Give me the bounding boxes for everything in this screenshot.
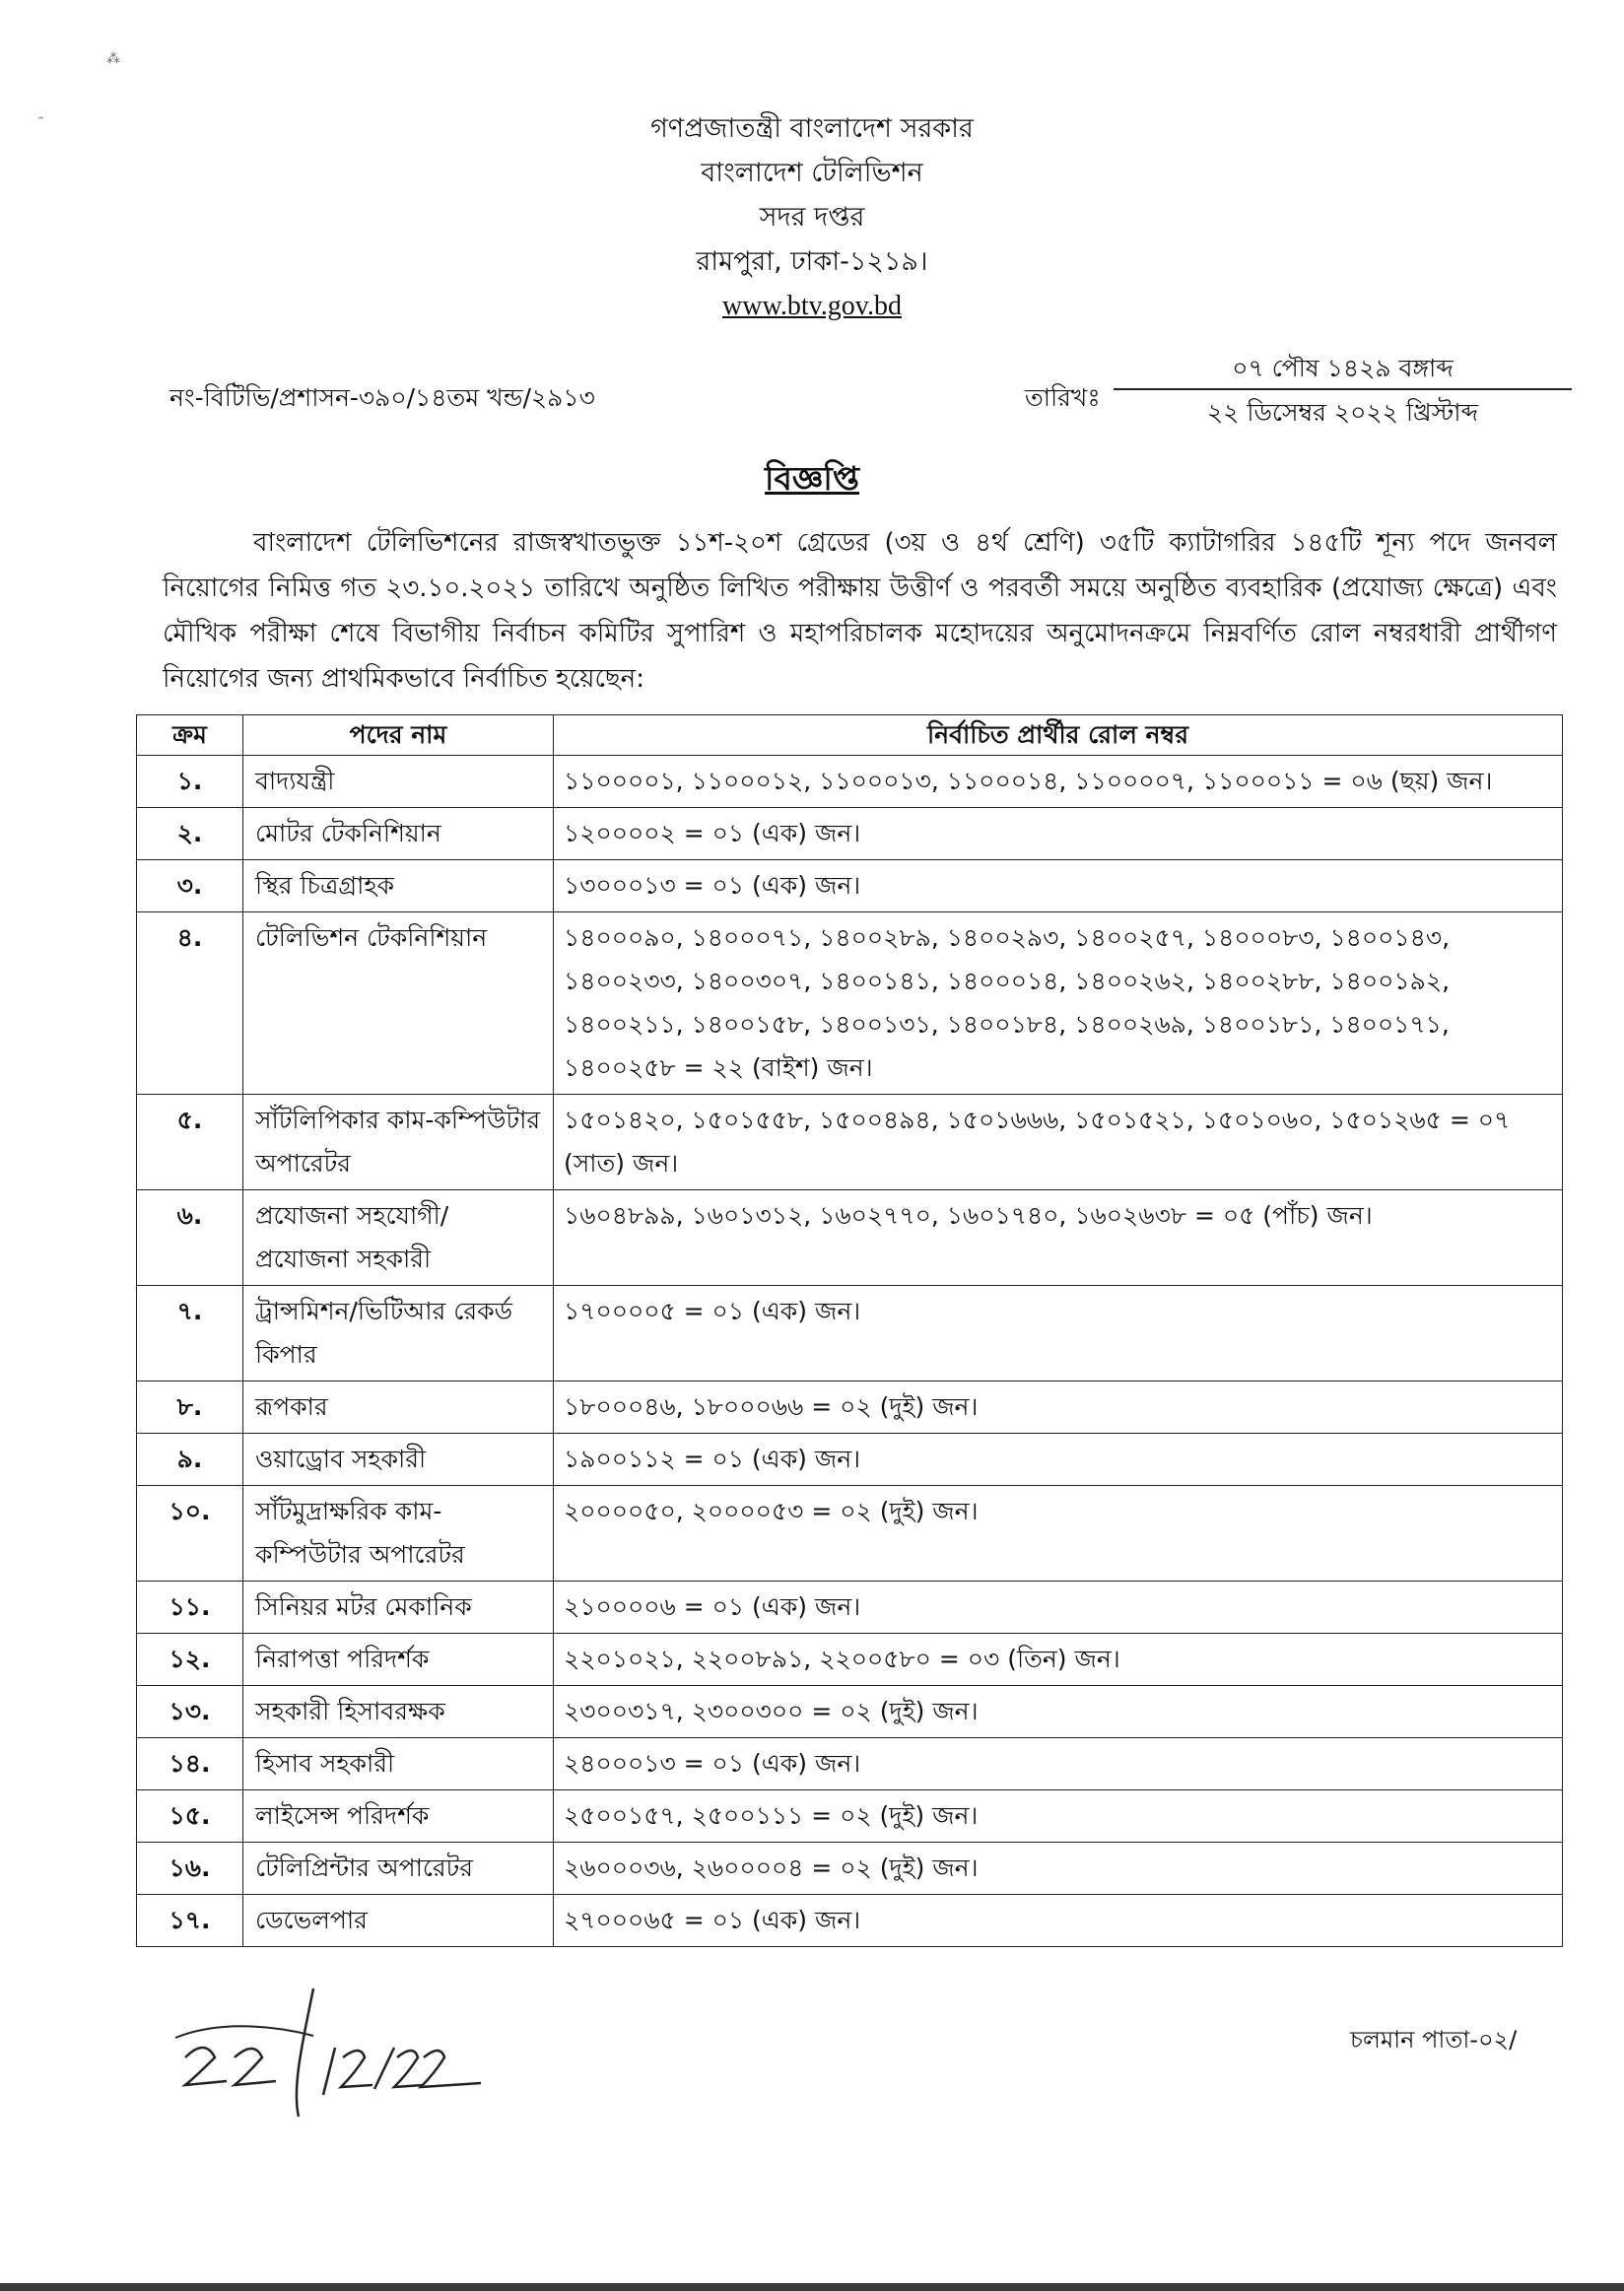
scan-bottom-edge	[0, 2283, 1624, 2291]
table-row	[137, 1486, 1563, 1582]
serial-cell: ১৬.	[137, 1843, 243, 1895]
serial-cell: ৭.	[137, 1286, 243, 1381]
post-name-cell: সিনিয়র মটর মেকানিক	[243, 1582, 554, 1634]
selected-candidates-table	[136, 714, 1563, 1947]
roll-numbers-cell: ১৬০৪৮৯৯, ১৬০১৩১২, ১৬০২৭৭০, ১৬০১৭৪০, ১৬০২৬৩৮ = ০৫ (পাঁচ) জন।	[554, 1190, 1563, 1286]
org-name: বাংলাদেশ টেলিভিশন	[701, 158, 923, 188]
table-row	[137, 1381, 1563, 1434]
website-link[interactable]: www.btv.gov.bd	[722, 291, 902, 321]
roll-numbers-cell: ১৩০০০১৩ = ০১ (এক) জন।	[554, 860, 1563, 912]
table-header-row	[137, 715, 1563, 756]
roll-numbers-cell: ২২০১০২১, ২২০০৮৯১, ২২০০৫৮০ = ০৩ (তিন) জন।	[554, 1634, 1563, 1686]
handwritten-signature	[166, 1979, 501, 2126]
table-row	[137, 1843, 1563, 1895]
roll-numbers-cell: ১৫০১৪২০, ১৫০১৫৫৮, ১৫০০৪৯৪, ১৫০১৬৬৬, ১৫০১৫২১, ১৫০১০৬০, ১৫০১২৬৫ = ০৭ (সাত) জন।	[554, 1095, 1563, 1190]
serial-cell: ১২.	[137, 1634, 243, 1686]
serial-cell: ৬.	[137, 1190, 243, 1286]
govt-name: গণপ্রজাতন্ত্রী বাংলাদেশ সরকার	[650, 113, 974, 144]
table-row	[137, 808, 1563, 860]
running-page-note: চলমান পাতা-০২/	[1350, 2026, 1518, 2054]
roll-numbers-cell: ২৭০০০৬৫ = ০১ (এক) জন।	[554, 1895, 1563, 1947]
serial-cell: ৮.	[137, 1381, 243, 1434]
notice-body: বাংলাদেশ টেলিভিশনের রাজস্বখাতভুক্ত ১১শ-২০শ গ্রেডের (৩য় ও ৪র্থ শ্রেণি) ৩৫টি ক্যাটাগরির ১৪৫টি শূন্য পদে জনবল নিয়োগের নিমিত্ত গত ২৩.১০.২০২১ তারিখে অনুষ্ঠিত লিখিত পরীক্ষায় উত্তীর্ণ ও পরবর্তী সময়ে অনুষ্ঠিত ব্যবহারিক (প্রযোজ্য ক্ষেত্রে) এবং মৌখিক পরীক্ষা শেষে বিভাগীয় নির্বাচন কমিটির সুপারিশ ও মহাপরিচালক মহোদয়ের অনুমোদনক্রমে নিম্নবর্ণিত রোল নম্বরধারী প্রার্থীগণ নিয়োগের জন্য প্রাথমিকভাবে নির্বাচিত হয়েছেন:	[163, 528, 1557, 694]
post-name-cell: সাঁটমুদ্রাক্ষরিক কাম-কম্পিউটার অপারেটর	[243, 1486, 554, 1582]
table-row	[137, 1790, 1563, 1843]
serial-cell: ১৪.	[137, 1738, 243, 1790]
post-name-cell: মোটর টেকনিশিয়ান	[243, 808, 554, 860]
memo-date	[1114, 349, 1572, 434]
roll-numbers-cell: ২৩০০৩১৭, ২৩০০৩০০ = ০২ (দুই) জন।	[554, 1686, 1563, 1738]
post-name-cell: ট্রান্সমিশন/ভিটিআর রেকর্ড কিপার	[243, 1286, 554, 1381]
date-bangla: ০৭ পৌষ ১৪২৯ বঙ্গাব্দ	[1114, 349, 1572, 390]
scan-speck: ˷	[37, 104, 44, 120]
post-name-cell: টেলিপ্রিন্টার অপারেটর	[243, 1843, 554, 1895]
roll-numbers-cell: ২৫০০১৫৭, ২৫০০১১১ = ০২ (দুই) জন।	[554, 1790, 1563, 1843]
post-name-cell: ডেভেলপার	[243, 1895, 554, 1947]
post-name-cell: টেলিভিশন টেকনিশিয়ান	[243, 912, 554, 1095]
post-name-cell: রূপকার	[243, 1381, 554, 1434]
roll-numbers-cell: ২৪০০০১৩ = ০১ (এক) জন।	[554, 1738, 1563, 1790]
table-row	[137, 1895, 1563, 1947]
serial-cell: ১৩.	[137, 1686, 243, 1738]
post-name-cell: সাঁটলিপিকার কাম-কম্পিউটার অপারেটর	[243, 1095, 554, 1190]
table-row	[137, 1095, 1563, 1190]
memo-ref-number: নং-বিটিভি/প্রশাসন-৩৯০/১৪তম খন্ড/২৯১৩	[169, 383, 595, 412]
serial-cell: ১০.	[137, 1486, 243, 1582]
notice-title-text: বিজ্ঞপ্তি	[765, 459, 859, 498]
post-name-cell: প্রযোজনা সহযোগী/ প্রযোজনা সহকারী	[243, 1190, 554, 1286]
serial-cell: ৯.	[137, 1434, 243, 1486]
post-name-cell: স্থির চিত্রগ্রাহক	[243, 860, 554, 912]
office-name: সদর দপ্তর	[759, 202, 865, 233]
date-label: তারিখঃ	[1025, 383, 1101, 412]
table-body	[137, 756, 1563, 1947]
roll-numbers-cell: ১৪০০০৯০, ১৪০০০৭১, ১৪০০২৮৯, ১৪০০২৯৩, ১৪০০২৫৭, ১৪০০০৮৩, ১৪০০১৪৩, ১৪০০২৩৩, ১৪০০৩০৭, ১৪০০১৪১, ১৪০০০১৪, ১৪০০২৬২, ১৪০০২৮৮, ১৪০০১৯২, ১৪০০২১১, ১৪০০১৫৮, ১৪০০১৩১, ১৪০০১৮৪, ১৪০০২৬৯, ১৪০০১৮১, ১৪০০১৭১, ১৪০০২৫৮ = ২২ (বাইশ) জন।	[554, 912, 1563, 1095]
roll-numbers-cell: ২৬০০০৩৬, ২৬০০০০৪ = ০২ (দুই) জন।	[554, 1843, 1563, 1895]
table-row	[137, 1634, 1563, 1686]
address: রামপুরা, ঢাকা-১২১৯।	[696, 246, 928, 277]
table-row	[137, 912, 1563, 1095]
serial-cell: ১৭.	[137, 1895, 243, 1947]
table-row	[137, 756, 1563, 808]
post-name-cell: সহকারী হিসাবরক্ষক	[243, 1686, 554, 1738]
notice-title	[0, 453, 1624, 508]
roll-numbers-cell: ১৮০০০৪৬, ১৮০০০৬৬ = ০২ (দুই) জন।	[554, 1381, 1563, 1434]
post-name-cell: বাদ্যযন্ত্রী	[243, 756, 554, 808]
table-row	[137, 1434, 1563, 1486]
roll-numbers-cell: ১১০০০০১, ১১০০০১২, ১১০০০১৩, ১১০০০১৪, ১১০০০০৭, ১১০০০১১ = ০৬ (ছয়) জন।	[554, 756, 1563, 808]
table-row	[137, 1286, 1563, 1381]
post-name-cell: নিরাপত্তা পরিদর্শক	[243, 1634, 554, 1686]
roll-numbers-cell: ১৭০০০০৫ = ০১ (এক) জন।	[554, 1286, 1563, 1381]
serial-cell: ২.	[137, 808, 243, 860]
letterhead	[566, 106, 1058, 328]
serial-cell: ১৫.	[137, 1790, 243, 1843]
serial-cell: ১১.	[137, 1582, 243, 1634]
date-english: ২২ ডিসেম্বর ২০২২ খ্রিস্টাব্দ	[1206, 398, 1479, 427]
roll-numbers-cell: ২১০০০০৬ = ০১ (এক) জন।	[554, 1582, 1563, 1634]
table-row	[137, 1686, 1563, 1738]
serial-cell: ৫.	[137, 1095, 243, 1190]
header-rolls: নির্বাচিত প্রার্থীর রোল নম্বর	[554, 715, 1563, 756]
serial-cell: ৪.	[137, 912, 243, 1095]
roll-numbers-cell: ১৯০০১১২ = ০১ (এক) জন।	[554, 1434, 1563, 1486]
table-row	[137, 860, 1563, 912]
serial-cell: ৩.	[137, 860, 243, 912]
header-post: পদের নাম	[243, 715, 554, 756]
header-serial: ক্রম	[137, 715, 243, 756]
scan-speck: ⁂	[106, 51, 120, 67]
post-name-cell: হিসাব সহকারী	[243, 1738, 554, 1790]
serial-cell: ১.	[137, 756, 243, 808]
post-name-cell: ওয়াড্রোব সহকারী	[243, 1434, 554, 1486]
roll-numbers-cell: ১২০০০০২ = ০১ (এক) জন।	[554, 808, 1563, 860]
table-row	[137, 1738, 1563, 1790]
table-row	[137, 1582, 1563, 1634]
table-row	[137, 1190, 1563, 1286]
post-name-cell: লাইসেন্স পরিদর্শক	[243, 1790, 554, 1843]
roll-numbers-cell: ২০০০০৫০, ২০০০০৫৩ = ০২ (দুই) জন।	[554, 1486, 1563, 1582]
